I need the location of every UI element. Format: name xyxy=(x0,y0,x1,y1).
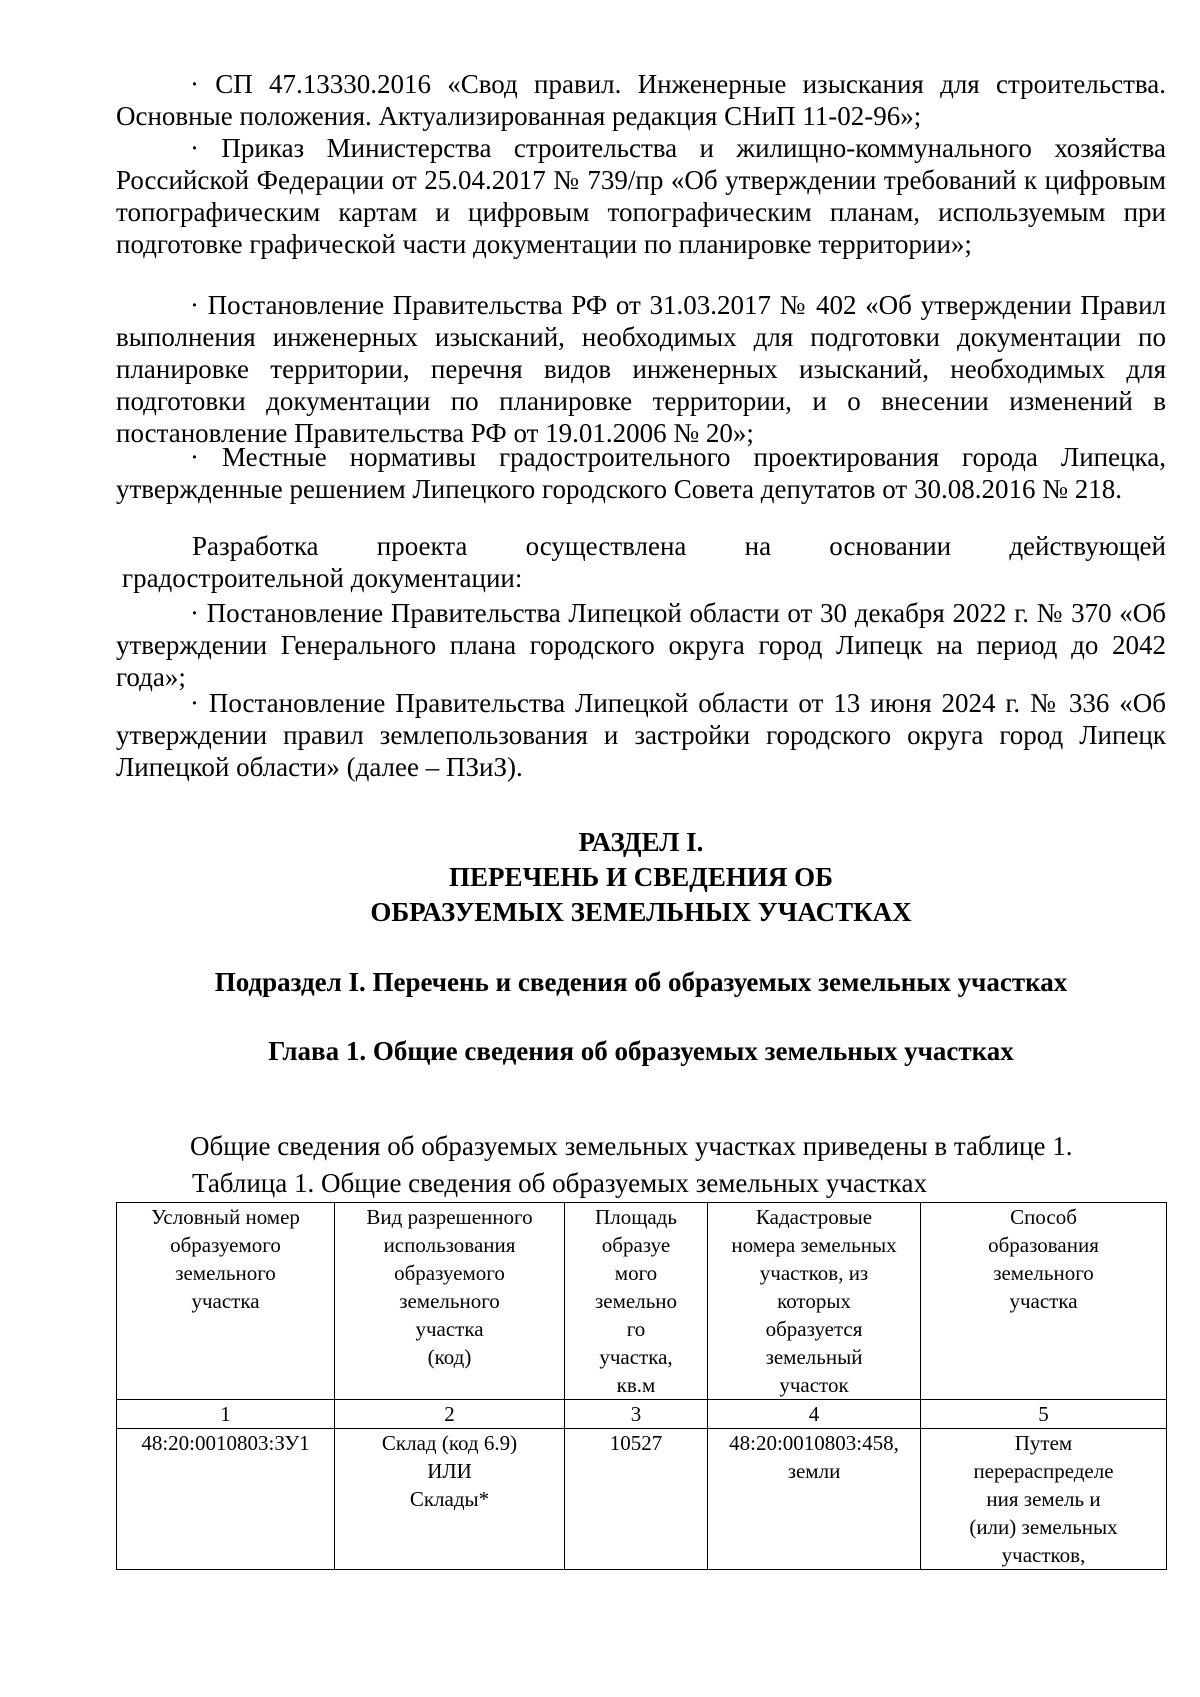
table-row xyxy=(117,1429,1167,1570)
table-header-row xyxy=(117,1203,1167,1400)
paragraph-postanovlenie-402: · Постановление Правительства РФ от 31.03.2017 № 402 «Об утверждении Правил выполнения инженерных изысканий, необходимых для подготовки документации по планировке территории, перечня видов инженерных изысканий, необходимых для подготовки документации по планировке территории, и о внесении изменений в постановление Правительства РФ от 19.01.2006 № 20»; xyxy=(116,290,1166,448)
column-number: 4 xyxy=(708,1400,921,1429)
basis-intro-line2: градостроительной документации: xyxy=(122,563,523,593)
column-number: 1 xyxy=(117,1400,335,1429)
header-conditional-number: Условный номер образуемого земельного участка xyxy=(117,1203,335,1400)
paragraph-prikaz-739: · Приказ Министерства строительства и жилищно-коммунального хозяйства Российской Федерации от 25.04.2017 № 739/пр «Об утверждении требований к цифровым топографическим картам и цифровым топографическим планам, используемым при подготовке графической части документации по планировке территории»; xyxy=(116,133,1166,259)
table-caption: Таблица 1. Общие сведения об образуемых земельных участках xyxy=(192,1168,927,1198)
cell-conditional-number: 48:20:0010803:ЗУ1 xyxy=(117,1429,335,1570)
header-formation-method: Способ образования земельного участка xyxy=(921,1203,1167,1400)
column-number: 3 xyxy=(565,1400,708,1429)
paragraph-genplan-370: · Постановление Правительства Липецкой области от 30 декабря 2022 г. № 370 «Об утверждении Генерального плана городского округа город Липецк на период до 2042 года»; xyxy=(116,598,1166,692)
section-heading-line2: ПЕРЕЧЕНЬ И СВЕДЕНИЯ ОБ xyxy=(449,862,833,892)
column-number: 2 xyxy=(335,1400,565,1429)
cell-cadastral-numbers: 48:20:0010803:458, земли xyxy=(708,1429,921,1570)
paragraph-sp-47: · СП 47.13330.2016 «Свод правил. Инженерные изыскания для строительства. Основные положения. Актуализированная редакция СНиП 11-02-96»; xyxy=(116,69,1166,131)
section-heading-line1: РАЗДЕЛ I. xyxy=(578,827,704,857)
cell-formation-method: Путем перераспределе ния земель и (или) земельных участков, xyxy=(921,1429,1167,1570)
cell-area: 10527 xyxy=(565,1429,708,1570)
section-heading-line3: ОБРАЗУЕМЫХ ЗЕМЕЛЬНЫХ УЧАСТКАХ xyxy=(370,897,912,927)
header-area: Площадь образуе мого земельно го участка, кв.м xyxy=(565,1203,708,1400)
paragraph-pzz-336: · Постановление Правительства Липецкой области от 13 июня 2024 г. № 336 «Об утверждении правил землепользования и застройки городского округа город Липецк Липецкой области» (далее – ПЗиЗ). xyxy=(116,688,1166,782)
chapter-title: Глава 1. Общие сведения об образуемых земельных участках xyxy=(268,1036,1014,1066)
subsection-title: Подраздел I. Перечень и сведения об образуемых земельных участках xyxy=(214,967,1068,997)
cell-permitted-use: Склад (код 6.9) ИЛИ Склады* xyxy=(335,1429,565,1570)
paragraph-mestnye-normativy: · Местные нормативы градостроительного проектирования города Липецка, утвержденные решением Липецкого городского Совета депутатов от 30.08.2016 № 218. xyxy=(116,442,1166,504)
column-number: 5 xyxy=(921,1400,1167,1429)
header-permitted-use: Вид разрешенного использования образуемого земельного участка (код) xyxy=(335,1203,565,1400)
table-column-numbers-row xyxy=(117,1400,1167,1429)
land-plots-table xyxy=(116,1202,1167,1570)
basis-intro-line1: Разработка проекта осуществлена на основании действующей xyxy=(192,531,1166,561)
table-intro-text: Общие сведения об образуемых земельных участках приведены в таблице 1. xyxy=(190,1131,1073,1161)
header-cadastral-numbers: Кадастровые номера земельных участков, из которых образуется земельный участок xyxy=(708,1203,921,1400)
